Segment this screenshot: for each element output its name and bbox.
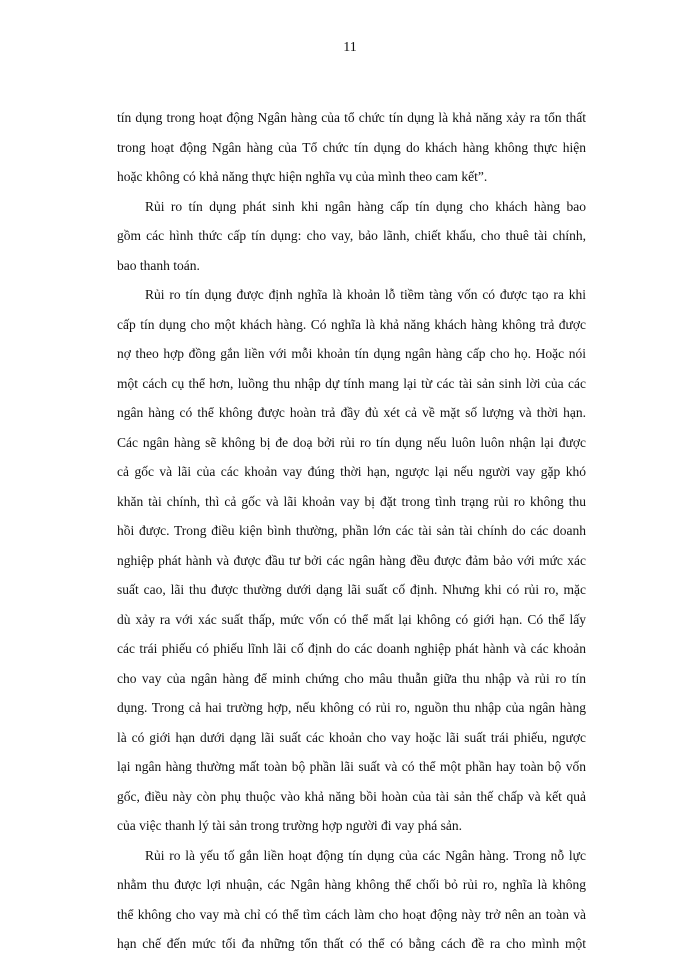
text-line: thể không cho vay mà chỉ có thể tìm cách làm cho hoạt động này trở nên an toàn và [117, 906, 586, 922]
text-line: nợ theo hợp đồng gắn liền với mỗi khoản tín dụng ngân hàng cấp cho họ. Hoặc nói [117, 346, 586, 361]
text-line: của việc thanh lý tài sản trong trường hợp người đi vay phá sản. [117, 818, 462, 833]
text-line: các trái phiếu có phiếu lĩnh lãi cố định do các doanh nghiệp phát hành và các khoản [117, 641, 586, 656]
text-line: Rủi ro là yếu tố gắn liền hoạt động tín dụng của các Ngân hàng. Trong nỗ lực [145, 847, 586, 863]
text-line: suất cao, lãi thu được thường dưới dạng lãi suất cố định. Nhưng khi có rủi ro, mặc [117, 582, 586, 597]
paragraph-4 [117, 841, 586, 959]
text-line: cấp tín dụng cho một khách hàng. Có nghĩa là khả năng khách hàng không trả được [117, 316, 586, 332]
paragraph-1 [117, 103, 586, 192]
text-line: hoặc không có khả năng thực hiện nghĩa vụ của mình theo cam kết”. [117, 169, 488, 184]
text-line: một cách cụ thể hơn, luồng thu nhập dự tính mang lại từ các tài sản sinh lời của các [117, 375, 586, 391]
text-line: nhằm thu được lợi nhuận, các Ngân hàng không thể chối bỏ rủi ro, nghĩa là không [117, 877, 586, 892]
text-line: ngân hàng có thể không được hoàn trả đầy đủ xét cả về mặt số lượng và thời hạn. [117, 405, 586, 420]
text-line: lại ngân hàng thường mất toàn bộ phần lãi suất và có thể một phần hay toàn bộ vốn [117, 759, 586, 774]
text-line: nghiệp phát hành và được đầu tư bởi các ngân hàng đều được đảm bảo với mức xác [117, 552, 586, 568]
text-line: tín dụng trong hoạt động Ngân hàng của tổ chức tín dụng là khả năng xảy ra tổn thất [117, 110, 586, 125]
text-line: cho vay của ngân hàng để minh chứng cho mâu thuẫn giữa thu nhập và rủi ro tín [117, 670, 586, 686]
text-line: là có giới hạn dưới dạng lãi suất các khoản cho vay hoặc lãi suất trái phiếu, ngược [117, 729, 586, 745]
text-line: cả gốc và lãi của các khoản vay đúng thời hạn, ngược lại nếu người vay gặp khó [117, 464, 586, 479]
paragraph-3 [117, 280, 586, 841]
text-line: Các ngân hàng sẽ không bị đe doạ bởi rủi ro tín dụng nếu luôn luôn nhận lại được [117, 434, 586, 450]
text-line: Rủi ro tín dụng phát sinh khi ngân hàng cấp tín dụng cho khách hàng bao [145, 198, 586, 214]
text-line: hồi được. Trong điều kiện bình thường, phần lớn các tài sản tài chính do các doanh [117, 523, 586, 538]
text-line: gốc, điều này còn phụ thuộc vào khả năng bồi hoàn của tài sản thế chấp và kết quả [117, 788, 586, 804]
text-line: dù xảy ra với xác suất thấp, mức vốn có thể mất lại không có giới hạn. Có thể lấy [117, 611, 586, 627]
paragraph-2 [117, 192, 586, 281]
text-line: trong hoạt động Ngân hàng của Tổ chức tín dụng do khách hàng không thực hiện [117, 139, 586, 155]
text-line: dụng. Trong cả hai trường hợp, nếu không có rủi ro, nguồn thu nhập của ngân hàng [117, 700, 586, 715]
text-line: bao thanh toán. [117, 257, 200, 273]
text-line: khăn tài chính, thì cả gốc và lãi khoản vay bị đặt trong tình trạng rủi ro không thu [117, 493, 586, 509]
text-line: hạn chế đến mức tối đa những tổn thất có thể có bằng cách đề ra cho mình một [117, 936, 586, 951]
page-number: 11 [343, 40, 357, 55]
body-text [117, 103, 586, 959]
text-line: Rủi ro tín dụng được định nghĩa là khoản lỗ tiềm tàng vốn có được tạo ra khi [145, 287, 586, 302]
text-line: gồm các hình thức cấp tín dụng: cho vay, bảo lãnh, chiết khấu, cho thuê tài chính, [117, 228, 586, 243]
